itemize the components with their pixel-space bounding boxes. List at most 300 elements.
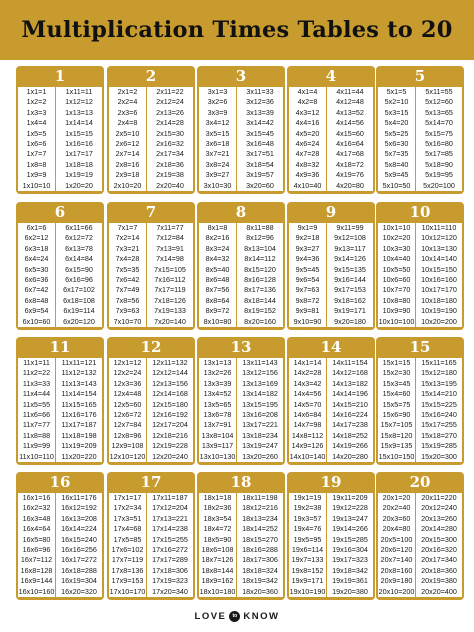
fact-cell: 11x2=22 xyxy=(22,368,51,378)
fact-cell: 8x8=64 xyxy=(205,295,230,305)
table-number: 5 xyxy=(414,66,426,85)
fact-cell: 16x9=144 xyxy=(20,576,53,586)
table-card-header xyxy=(107,472,195,492)
fact-cell: 2x6=12 xyxy=(115,138,140,148)
fact-cell: 19x8=152 xyxy=(291,565,324,575)
table-card-body xyxy=(109,493,193,597)
fact-cell: 13x16=208 xyxy=(242,409,278,419)
fact-cell: 17x9=153 xyxy=(111,576,144,586)
facts-column-left xyxy=(289,87,326,191)
fact-cell: 4x17=68 xyxy=(336,149,364,159)
fact-cell: 6x20=120 xyxy=(63,316,95,326)
facts-column-right xyxy=(55,358,102,462)
fact-cell: 16x14=224 xyxy=(61,524,97,534)
fact-cell: 14x12=168 xyxy=(332,368,368,378)
fact-cell: 11x18=198 xyxy=(61,430,97,440)
facts-column-right xyxy=(415,87,462,191)
table-card-20 xyxy=(376,472,464,600)
table-number: 10 xyxy=(409,202,431,221)
fact-cell: 15x3=45 xyxy=(382,378,411,388)
fact-cell: 1x7=7 xyxy=(26,149,47,159)
table-card-header xyxy=(107,337,195,357)
facts-column-left xyxy=(378,223,415,327)
fact-cell: 12x19=228 xyxy=(152,441,188,451)
table-card-header xyxy=(287,337,375,357)
fact-cell: 17x12=204 xyxy=(152,503,188,513)
fact-cell: 7x17=119 xyxy=(154,285,186,295)
fact-cell: 10x16=160 xyxy=(421,274,457,284)
fact-cell: 20x15=300 xyxy=(421,534,457,544)
fact-cell: 1x20=20 xyxy=(65,180,93,190)
fact-cell: 18x12=216 xyxy=(242,503,278,513)
fact-cell: 2x14=28 xyxy=(156,118,184,128)
fact-cell: 12x9=108 xyxy=(111,441,144,451)
fact-cell: 14x2=28 xyxy=(293,368,322,378)
fact-cell: 12x10=120 xyxy=(109,451,146,461)
fact-cell: 10x6=60 xyxy=(382,274,411,284)
table-number: 9 xyxy=(325,202,337,221)
fact-cell: 12x2=24 xyxy=(113,368,142,378)
fact-cell: 14x3=42 xyxy=(293,378,322,388)
fact-cell: 13x3=39 xyxy=(203,378,232,388)
fact-cell: 18x7=126 xyxy=(201,555,234,565)
fact-cell: 14x13=182 xyxy=(332,378,368,388)
fact-cell: 15x13=195 xyxy=(421,378,457,388)
fact-cell: 7x7=49 xyxy=(115,285,140,295)
fact-cell: 8x3=24 xyxy=(205,243,230,253)
fact-cell: 1x15=15 xyxy=(65,128,93,138)
fact-cell: 16x1=16 xyxy=(22,493,51,502)
facts-column-left xyxy=(199,358,236,462)
table-card-10 xyxy=(376,202,464,330)
fact-cell: 1x16=16 xyxy=(65,138,93,148)
fact-cell: 7x20=140 xyxy=(154,316,186,326)
table-number: 3 xyxy=(235,66,247,85)
table-number: 16 xyxy=(49,472,71,491)
fact-cell: 14x9=126 xyxy=(291,441,324,451)
table-card-body xyxy=(378,223,462,327)
fact-cell: 14x6=84 xyxy=(293,409,322,419)
fact-cell: 16x2=32 xyxy=(22,503,51,513)
fact-cell: 11x5=55 xyxy=(22,399,51,409)
table-card-4 xyxy=(287,66,375,194)
fact-cell: 8x7=56 xyxy=(205,285,230,295)
fact-cell: 9x3=27 xyxy=(295,243,320,253)
fact-cell: 7x11=77 xyxy=(156,223,184,232)
facts-column-left xyxy=(109,358,146,462)
fact-cell: 13x12=156 xyxy=(242,368,278,378)
table-card-8 xyxy=(197,202,285,330)
fact-cell: 20x9=180 xyxy=(380,576,413,586)
fact-cell: 8x13=104 xyxy=(244,243,276,253)
table-card-body xyxy=(18,358,102,462)
fact-cell: 5x20=100 xyxy=(423,180,455,190)
fact-cell: 17x7=119 xyxy=(111,555,144,565)
fact-cell: 7x12=84 xyxy=(156,233,184,243)
fact-cell: 1x4=4 xyxy=(26,118,47,128)
fact-cell: 14x18=252 xyxy=(332,430,368,440)
fact-cell: 5x12=60 xyxy=(425,97,453,107)
fact-cell: 13x15=195 xyxy=(242,399,278,409)
fact-cell: 12x3=36 xyxy=(113,378,142,388)
fact-cell: 11x13=143 xyxy=(61,378,97,388)
table-card-header xyxy=(376,337,464,357)
facts-column-left xyxy=(289,358,326,462)
fact-cell: 9x4=36 xyxy=(295,254,320,264)
fact-cell: 7x4=28 xyxy=(115,254,140,264)
facts-column-right xyxy=(326,358,373,462)
fact-cell: 9x16=144 xyxy=(334,274,366,284)
fact-cell: 15x14=210 xyxy=(421,389,457,399)
fact-cell: 3x13=39 xyxy=(246,107,274,117)
table-number: 18 xyxy=(230,472,252,491)
fact-cell: 3x6=18 xyxy=(205,138,230,148)
fact-cell: 9x6=54 xyxy=(295,274,320,284)
table-card-header xyxy=(107,202,195,222)
table-number: 6 xyxy=(54,202,66,221)
fact-cell: 2x15=30 xyxy=(156,128,184,138)
table-number: 13 xyxy=(230,337,252,356)
table-card-header xyxy=(376,202,464,222)
table-card-body xyxy=(378,493,462,597)
facts-column-right xyxy=(55,493,102,597)
table-card-19 xyxy=(287,472,375,600)
fact-cell: 13x6=78 xyxy=(203,409,232,419)
fact-cell: 10x9=90 xyxy=(382,306,411,316)
fact-cell: 4x1=4 xyxy=(297,87,318,96)
fact-cell: 8x6=48 xyxy=(205,274,230,284)
table-card-5 xyxy=(376,66,464,194)
fact-cell: 12x18=216 xyxy=(152,430,188,440)
table-card-body xyxy=(18,493,102,597)
fact-cell: 9x11=99 xyxy=(336,223,364,232)
table-number: 12 xyxy=(140,337,162,356)
fact-cell: 15x9=135 xyxy=(380,441,413,451)
fact-cell: 3x11=33 xyxy=(246,87,274,96)
logo-text-right: KNOW xyxy=(243,610,280,622)
fact-cell: 3x17=51 xyxy=(246,149,274,159)
fact-cell: 10x20=200 xyxy=(421,316,457,326)
fact-cell: 17x14=238 xyxy=(152,524,188,534)
facts-column-left xyxy=(18,223,55,327)
fact-cell: 9x14=126 xyxy=(334,254,366,264)
fact-cell: 14x17=238 xyxy=(332,420,368,430)
fact-cell: 15x6=90 xyxy=(382,409,411,419)
fact-cell: 6x16=96 xyxy=(65,274,93,284)
fact-cell: 11x8=88 xyxy=(22,430,51,440)
fact-cell: 5x5=25 xyxy=(384,128,409,138)
fact-cell: 2x16=32 xyxy=(156,138,184,148)
fact-cell: 2x20=40 xyxy=(156,180,184,190)
fact-cell: 10x3=30 xyxy=(382,243,411,253)
fact-cell: 7x15=105 xyxy=(154,264,186,274)
facts-column-left xyxy=(199,493,236,597)
fact-cell: 10x17=170 xyxy=(421,285,457,295)
table-card-body xyxy=(199,87,283,191)
facts-column-left xyxy=(18,493,55,597)
fact-cell: 16x11=176 xyxy=(61,493,97,502)
facts-column-left xyxy=(378,358,415,462)
fact-cell: 7x3=21 xyxy=(115,243,140,253)
fact-cell: 16x19=304 xyxy=(61,576,97,586)
table-card-header xyxy=(287,202,375,222)
fact-cell: 13x17=221 xyxy=(242,420,278,430)
fact-cell: 5x18=90 xyxy=(425,159,453,169)
fact-cell: 13x19=247 xyxy=(242,441,278,451)
facts-column-left xyxy=(378,87,415,191)
fact-cell: 10x8=80 xyxy=(382,295,411,305)
fact-cell: 4x7=28 xyxy=(295,149,320,159)
fact-cell: 2x4=8 xyxy=(117,118,138,128)
facts-column-right xyxy=(146,87,193,191)
fact-cell: 4x9=36 xyxy=(295,170,320,180)
fact-cell: 9x15=135 xyxy=(334,264,366,274)
fact-cell: 15x1=15 xyxy=(382,358,411,367)
fact-cell: 16x13=208 xyxy=(61,513,97,523)
fact-cell: 18x18=324 xyxy=(242,565,278,575)
table-card-header xyxy=(16,202,104,222)
table-card-body xyxy=(199,223,283,327)
fact-cell: 12x14=168 xyxy=(152,389,188,399)
fact-cell: 14x16=224 xyxy=(332,409,368,419)
fact-cell: 2x8=16 xyxy=(115,159,140,169)
table-number: 4 xyxy=(325,66,337,85)
fact-cell: 12x6=72 xyxy=(113,409,142,419)
fact-cell: 3x10=30 xyxy=(203,180,232,190)
fact-cell: 18x8=144 xyxy=(201,565,234,575)
fact-cell: 10x11=110 xyxy=(421,223,457,232)
fact-cell: 13x4=52 xyxy=(203,389,232,399)
fact-cell: 3x4=12 xyxy=(205,118,230,128)
table-card-7 xyxy=(107,202,195,330)
fact-cell: 2x5=10 xyxy=(115,128,140,138)
fact-cell: 16x8=128 xyxy=(20,565,53,575)
fact-cell: 8x19=152 xyxy=(244,306,276,316)
facts-column-right xyxy=(236,358,283,462)
fact-cell: 14x14=196 xyxy=(332,389,368,399)
fact-cell: 9x7=63 xyxy=(295,285,320,295)
facts-column-left xyxy=(289,223,326,327)
fact-cell: 3x8=24 xyxy=(205,159,230,169)
fact-cell: 19x4=76 xyxy=(293,524,322,534)
fact-cell: 6x4=24 xyxy=(24,254,49,264)
fact-cell: 10x1=10 xyxy=(382,223,411,232)
fact-cell: 20x6=120 xyxy=(380,544,413,554)
table-card-header xyxy=(197,472,285,492)
fact-cell: 20x2=40 xyxy=(382,503,411,513)
fact-cell: 6x17=102 xyxy=(63,285,95,295)
fact-cell: 5x4=20 xyxy=(384,118,409,128)
fact-cell: 2x13=26 xyxy=(156,107,184,117)
fact-cell: 1x11=11 xyxy=(65,87,93,96)
table-card-body xyxy=(18,87,102,191)
fact-cell: 8x1=8 xyxy=(207,223,228,232)
fact-cell: 8x14=112 xyxy=(244,254,276,264)
fact-cell: 5x11=55 xyxy=(425,87,453,96)
fact-cell: 8x20=160 xyxy=(244,316,276,326)
facts-column-right xyxy=(415,358,462,462)
fact-cell: 20x17=340 xyxy=(421,555,457,565)
fact-cell: 16x5=80 xyxy=(22,534,51,544)
logo-text-left: LOVE xyxy=(194,610,227,622)
facts-column-left xyxy=(199,223,236,327)
fact-cell: 1x19=19 xyxy=(65,170,93,180)
table-card-2 xyxy=(107,66,195,194)
fact-cell: 1x3=3 xyxy=(26,107,47,117)
fact-cell: 5x7=35 xyxy=(384,149,409,159)
fact-cell: 1x8=8 xyxy=(26,159,47,169)
fact-cell: 3x7=21 xyxy=(205,149,230,159)
facts-column-right xyxy=(146,223,193,327)
fact-cell: 10x10=100 xyxy=(378,316,415,326)
fact-cell: 4x8=32 xyxy=(295,159,320,169)
fact-cell: 4x19=76 xyxy=(336,170,364,180)
fact-cell: 2x9=18 xyxy=(115,170,140,180)
table-card-14 xyxy=(287,337,375,465)
fact-cell: 6x7=42 xyxy=(24,285,49,295)
fact-cell: 11x19=209 xyxy=(61,441,97,451)
fact-cell: 19x1=19 xyxy=(293,493,322,502)
fact-cell: 7x2=14 xyxy=(115,233,140,243)
fact-cell: 6x9=54 xyxy=(24,306,49,316)
table-card-12 xyxy=(107,337,195,465)
facts-column-right xyxy=(236,223,283,327)
facts-column-left xyxy=(109,493,146,597)
table-card-header xyxy=(287,66,375,86)
fact-cell: 1x18=18 xyxy=(65,159,93,169)
fact-cell: 2x1=2 xyxy=(117,87,138,96)
table-card-body xyxy=(289,223,373,327)
fact-cell: 18x2=36 xyxy=(203,503,232,513)
fact-cell: 2x7=14 xyxy=(115,149,140,159)
fact-cell: 10x13=130 xyxy=(421,243,457,253)
fact-cell: 18x20=360 xyxy=(242,586,278,596)
fact-cell: 1x10=10 xyxy=(22,180,51,190)
facts-column-right xyxy=(55,223,102,327)
fact-cell: 5x10=50 xyxy=(382,180,411,190)
fact-cell: 7x5=35 xyxy=(115,264,140,274)
fact-cell: 17x17=289 xyxy=(152,555,188,565)
fact-cell: 12x20=240 xyxy=(152,451,188,461)
fact-cell: 4x13=52 xyxy=(336,107,364,117)
fact-cell: 12x15=180 xyxy=(152,399,188,409)
fact-cell: 5x17=85 xyxy=(425,149,453,159)
fact-cell: 11x7=77 xyxy=(22,420,51,430)
table-card-header xyxy=(197,202,285,222)
fact-cell: 10x5=50 xyxy=(382,264,411,274)
fact-cell: 8x16=128 xyxy=(244,274,276,284)
fact-cell: 6x2=12 xyxy=(24,233,49,243)
fact-cell: 13x1=13 xyxy=(203,358,232,367)
table-number: 1 xyxy=(54,66,66,85)
fact-cell: 5x13=65 xyxy=(425,107,453,117)
fact-cell: 17x19=323 xyxy=(152,576,188,586)
fact-cell: 16x12=192 xyxy=(61,503,97,513)
fact-cell: 20x14=280 xyxy=(421,524,457,534)
fact-cell: 18x10=180 xyxy=(199,586,236,596)
fact-cell: 20x13=260 xyxy=(421,513,457,523)
fact-cell: 6x1=6 xyxy=(26,223,47,232)
fact-cell: 20x3=60 xyxy=(382,513,411,523)
fact-cell: 10x14=140 xyxy=(421,254,457,264)
table-card-body xyxy=(289,87,373,191)
fact-cell: 12x16=192 xyxy=(152,409,188,419)
footer xyxy=(0,600,474,632)
table-number: 7 xyxy=(145,202,157,221)
fact-cell: 20x18=360 xyxy=(421,565,457,575)
fact-cell: 18x11=198 xyxy=(242,493,278,502)
fact-cell: 3x14=42 xyxy=(246,118,274,128)
fact-cell: 19x15=285 xyxy=(332,534,368,544)
fact-cell: 8x9=72 xyxy=(205,306,230,316)
fact-cell: 18x14=252 xyxy=(242,524,278,534)
fact-cell: 19x5=95 xyxy=(293,534,322,544)
fact-cell: 13x11=143 xyxy=(242,358,278,367)
fact-cell: 16x4=64 xyxy=(22,524,51,534)
fact-cell: 18x4=72 xyxy=(203,524,232,534)
fact-cell: 18x3=54 xyxy=(203,513,232,523)
table-number: 11 xyxy=(49,337,71,356)
fact-cell: 7x19=133 xyxy=(154,306,186,316)
fact-cell: 11x16=176 xyxy=(61,409,97,419)
table-card-13 xyxy=(197,337,285,465)
fact-cell: 11x12=132 xyxy=(61,368,97,378)
fact-cell: 19x16=304 xyxy=(332,544,368,554)
fact-cell: 14x5=70 xyxy=(293,399,322,409)
fact-cell: 18x17=306 xyxy=(242,555,278,565)
fact-cell: 8x18=144 xyxy=(244,295,276,305)
fact-cell: 11x1=11 xyxy=(23,358,50,367)
fact-cell: 7x9=63 xyxy=(115,306,140,316)
fact-cell: 4x11=44 xyxy=(336,87,364,96)
fact-cell: 6x18=108 xyxy=(63,295,95,305)
fact-cell: 19x19=361 xyxy=(332,576,368,586)
facts-column-right xyxy=(415,493,462,597)
fact-cell: 1x6=6 xyxy=(26,138,47,148)
fact-cell: 11x20=220 xyxy=(61,451,97,461)
fact-cell: 13x14=182 xyxy=(242,389,278,399)
facts-column-right xyxy=(146,493,193,597)
fact-cell: 2x12=24 xyxy=(156,97,184,107)
table-number: 14 xyxy=(320,337,342,356)
fact-cell: 20x11=220 xyxy=(421,493,457,502)
fact-cell: 7x16=112 xyxy=(154,274,186,284)
table-card-header xyxy=(16,337,104,357)
fact-cell: 16x16=256 xyxy=(61,544,97,554)
fact-cell: 14x4=56 xyxy=(293,389,322,399)
table-card-body xyxy=(199,493,283,597)
fact-cell: 6x15=90 xyxy=(65,264,93,274)
fact-cell: 1x12=12 xyxy=(65,97,93,107)
fact-cell: 5x9=45 xyxy=(384,170,409,180)
fact-cell: 12x11=132 xyxy=(152,358,188,367)
fact-cell: 2x17=34 xyxy=(156,149,184,159)
table-card-16 xyxy=(16,472,104,600)
fact-cell: 9x9=81 xyxy=(295,306,320,316)
table-card-header xyxy=(107,66,195,86)
fact-cell: 8x5=40 xyxy=(205,264,230,274)
fact-cell: 13x5=65 xyxy=(203,399,232,409)
fact-cell: 15x2=30 xyxy=(382,368,411,378)
fact-cell: 12x13=156 xyxy=(152,378,188,388)
facts-column-right xyxy=(326,493,373,597)
fact-cell: 12x12=144 xyxy=(152,368,188,378)
fact-cell: 4x4=16 xyxy=(295,118,320,128)
fact-cell: 11x3=33 xyxy=(22,378,51,388)
table-card-body xyxy=(378,358,462,462)
fact-cell: 16x6=96 xyxy=(22,544,51,554)
fact-cell: 6x6=36 xyxy=(24,274,49,284)
